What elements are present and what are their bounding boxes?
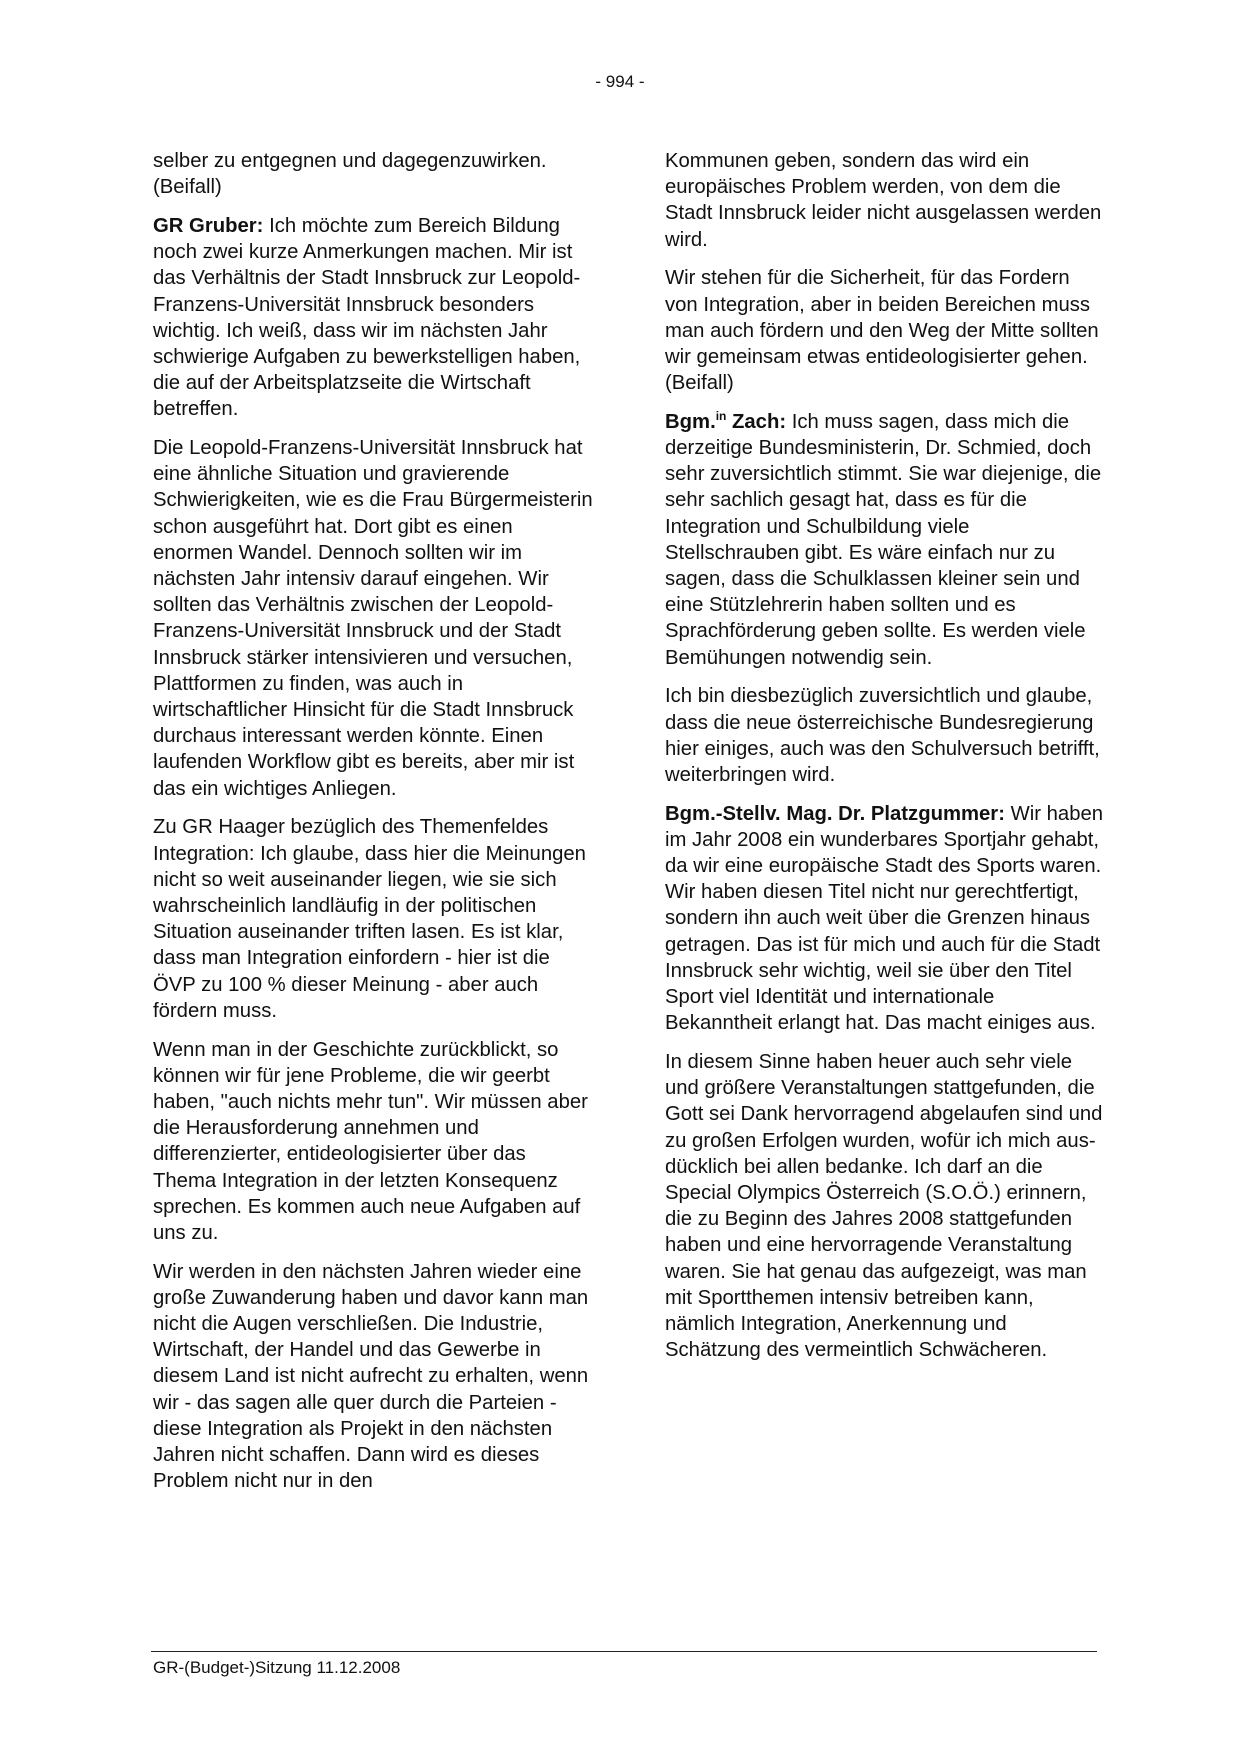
speaker-title-superscript: in	[715, 408, 727, 423]
speaker-surname: Zach:	[726, 410, 787, 433]
paragraph: Wenn man in der Geschichte zurückblickt, so können wir für jene Probleme, die wir geerbt haben, "auch nichts mehr tun". Wir müssen aber die Herausforderung annehmen und differenzierter, entideologisierter über das Thema Integration in der letzten Konsequenz sprechen. Es kommen auch neue Aufgaben auf uns zu.	[153, 1038, 588, 1244]
paragraph: Ich bin diesbezüglich zuversichtlich und glaube, dass die neue österreichische Bundesregierung hier einiges, auch was den Schulversuch betrifft, weiterbringen wird.	[665, 685, 1100, 786]
paragraph: In diesem Sinne haben heuer auch sehr viele und größere Veranstaltungen stattgefunden, die Gott sei Dank hervorragend abgelaufen sind und zu großen Erfolgen wurden, wofür ich mich ausdücklich bei allen bedanke. Ich darf an die Special Olympics Österreich (S.O.Ö.) erinnern, die zu Beginn des Jahres 2008 stattgefunden haben und eine hervorragende Veranstaltung waren. Sie hat genau das aufgezeigt, was man mit Sportthemen intensiv betreiben kann, nämlich Integration, Anerkennung und Schätzung des vermeintlich Schwächeren.	[665, 1051, 1103, 1362]
paragraph: Zu GR Haager bezüglich des Themenfeldes Integration: Ich glaube, dass hier die Meinungen nicht so weit auseinander liegen, wie sie sich wahrscheinlich landläufig in der politischen Situation auseinander triften lasen. Es ist klar, dass man Integration einfordern - hier ist die ÖVP zu 100 % dieser Meinung - aber auch fördern muss.	[153, 816, 586, 1022]
right-column	[665, 148, 1105, 1376]
left-column	[153, 148, 593, 1507]
paragraph: Kommunen geben, sondern das wird ein europäisches Problem werden, von dem die Stadt Innsbruck leider nicht ausgelassen werden wird.	[665, 150, 1102, 251]
speech-text: Wir haben im Jahr 2008 ein wunderbares Sportjahr gehabt, da wir eine europäische Stadt des Sports waren. Wir haben diesen Titel nicht nur gerechtfertigt, sondern ihn auch weit über die Grenzen hinaus getragen. Das ist für mich und auch für die Stadt Innsbruck sehr wichtig, weil sie über den Titel Sport viel Identität und internationale Bekanntheit erlangt hat. Das macht einiges aus.	[665, 802, 1104, 1035]
paragraph: Wir stehen für die Sicherheit, für das Fordern von Integration, aber in beiden Bereichen muss man auch fördern und den Weg der Mitte sollten wir gemeinsam etwas entideologisierter gehen. (Beifall)	[665, 267, 1099, 395]
paragraph-platzgummer	[665, 801, 1105, 1037]
speaker-title: Bgm.	[665, 410, 716, 433]
paragraph-bgm-zach	[665, 409, 1105, 671]
paragraph: Wir werden in den nächsten Jahren wieder eine große Zuwanderung haben und davor kann man nicht die Augen verschließen. Die Industrie, Wirtschaft, der Handel und das Gewerbe in diesem Land ist nicht aufrecht zu erhalten, wenn wir - das sagen alle quer durch die Parteien - diese Integration als Projekt in den nächsten Jahren nicht schaffen. Dann wird es dieses Problem nicht nur in den	[153, 1260, 589, 1493]
speaker-name	[665, 408, 787, 433]
paragraph: selber zu entgegnen und dagegenzuwirken. (Beifall)	[153, 150, 547, 199]
speech-text: Ich muss sagen, dass mich die derzeitige Bundesministerin, Dr. Schmied, doch sehr zuversichtlich stimmt. Sie war diejenige, die sehr sachlich gesagt hat, dass es für die Integration und Schulbildung viele Stellschrauben gibt. Es wäre einfach nur zu sagen, dass die Schulklassen kleiner sein und eine Stützlehrerin haben sollten und es Sprachförderung geben sollte. Es werden viele Bemühungen notwendig sein.	[665, 410, 1102, 669]
speaker-name: Bgm.-Stellv. Mag. Dr. Platzgummer:	[665, 802, 1005, 825]
footer-session-label: GR-(Budget-)Sitzung 11.12.2008	[153, 1658, 401, 1677]
speaker-name: GR Gruber:	[153, 214, 264, 237]
paragraph: Die Leopold-Franzens-Universität Innsbruck hat eine ähnliche Situation und gravierende Schwierigkeiten, wie es die Frau Bürgermeisterin schon ausgeführt hat. Dort gibt es einen enormen Wandel. Dennoch sollten wir im nächsten Jahr intensiv darauf eingehen. Wir sollten das Verhältnis zwischen der Leopold-Franzens-Universität Innsbruck und der Stadt Innsbruck stärker intensivieren und versuchen, Plattformen zu finden, was auch in wirtschaftlicher Hinsicht für die Stadt Innsbruck durchaus interessant werden könnte. Einen laufenden Workflow gibt es bereits, aber mir ist das ein wichtiges Anliegen.	[153, 437, 593, 800]
paragraph-gr-gruber	[153, 213, 593, 423]
footer-divider	[151, 1651, 1097, 1652]
page-number: - 994 -	[595, 72, 645, 91]
speech-text: Ich möchte zum Bereich Bildung noch zwei kurze Anmerkungen machen. Mir ist das Verhältnis der Stadt Innsbruck zur Leopold-Franzens-Universität Innsbruck besonders wichtig. Ich weiß, dass wir im nächsten Jahr schwierige Aufgaben zu bewerkstelligen haben, die auf der Arbeitsplatzseite die Wirtschaft betreffen.	[153, 214, 581, 421]
